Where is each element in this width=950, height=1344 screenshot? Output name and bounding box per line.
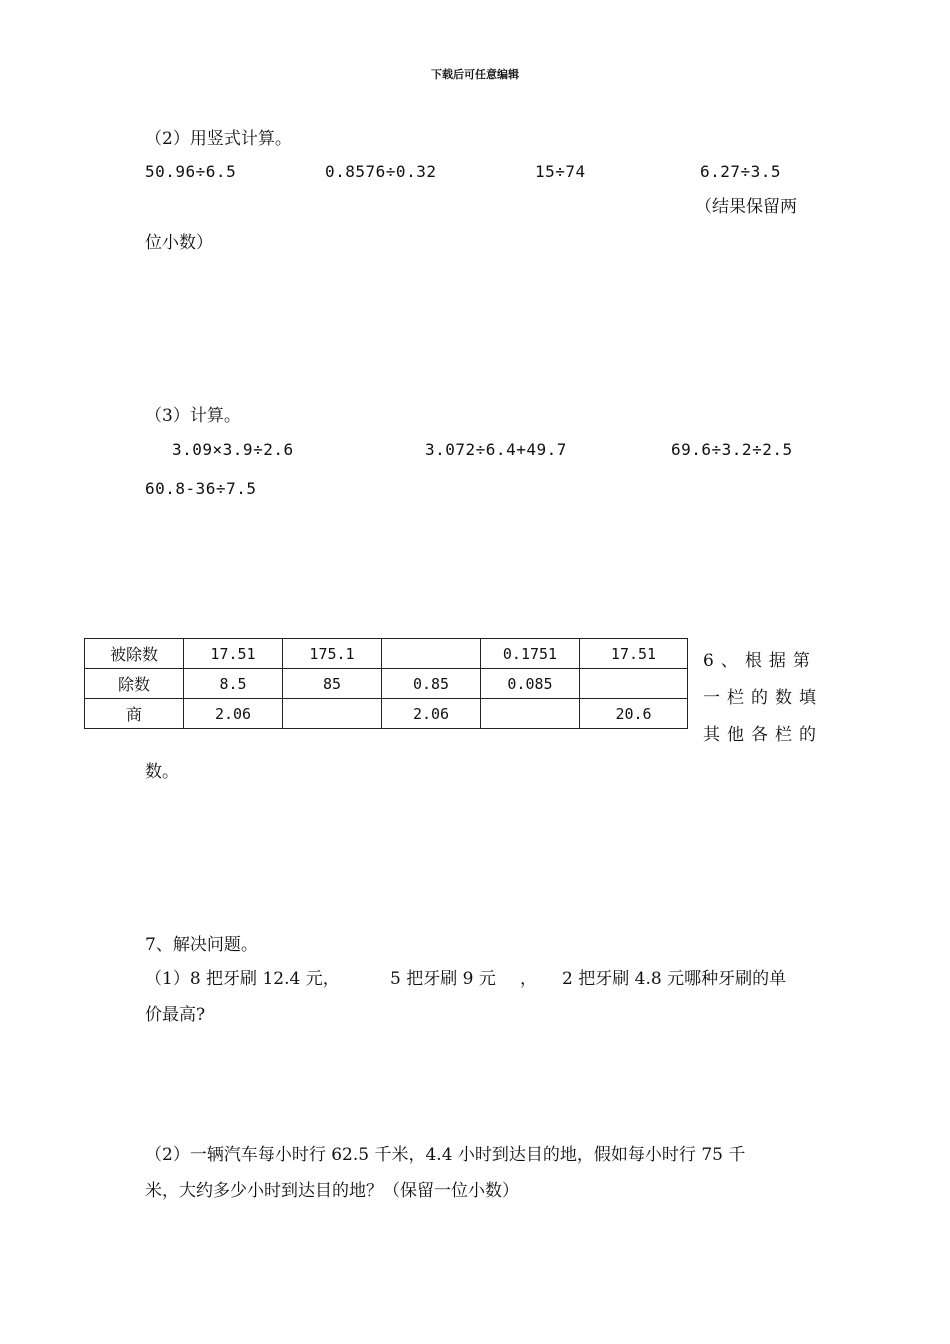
table-cell	[580, 669, 688, 699]
q7-p2-line1: （2）一辆汽车每小时行 62.5 千米，4.4 小时到达目的地，假如每小时行 75 千	[145, 1145, 746, 1165]
q6-text-line3: 其他各栏的	[703, 725, 823, 745]
table-cell: 2.06	[382, 699, 481, 729]
table-cell: 0.085	[481, 669, 580, 699]
q7-title: 7、解决问题。	[145, 935, 258, 955]
table-cell: 2.06	[184, 699, 283, 729]
table-cell	[382, 639, 481, 669]
table-cell: 除数	[85, 669, 184, 699]
q2-title: （2）用竖式计算。	[145, 129, 292, 149]
q6-text-line2: 一栏的数填	[703, 688, 823, 708]
q2-item-4: 6.27÷3.5	[700, 162, 782, 181]
q2-note-line1: （结果保留两	[695, 197, 797, 217]
table-cell: 17.51	[184, 639, 283, 669]
table-cell: 17.51	[580, 639, 688, 669]
q7-p2-line2: 米，大约多少小时到达目的地？（保留一位小数）	[145, 1181, 519, 1201]
page-header: 下载后可任意编辑	[431, 68, 519, 81]
q3-title: （3）计算。	[145, 406, 241, 426]
q3-item-3: 69.6÷3.2÷2.5	[671, 440, 793, 459]
division-table	[84, 638, 688, 729]
q7-p1-line1-d: 2 把牙刷 4.8 元哪种牙刷的单	[562, 969, 787, 989]
q3-item-4: 60.8-36÷7.5	[145, 479, 257, 498]
table-cell: 85	[283, 669, 382, 699]
table-cell	[283, 699, 382, 729]
table-cell: 商	[85, 699, 184, 729]
table-cell: 被除数	[85, 639, 184, 669]
q7-p1-line1-b: 5 把牙刷 9 元	[390, 969, 496, 989]
q6-text-line4: 数。	[145, 762, 179, 782]
table-row	[85, 639, 688, 669]
table-cell: 20.6	[580, 699, 688, 729]
q2-item-3: 15÷74	[535, 162, 586, 181]
q3-item-1: 3.09×3.9÷2.6	[172, 440, 294, 459]
table-cell: 0.85	[382, 669, 481, 699]
q3-item-2: 3.072÷6.4+49.7	[425, 440, 567, 459]
q6-text-line1: 6、根据第	[703, 651, 817, 671]
table-cell: 0.1751	[481, 639, 580, 669]
table-cell: 8.5	[184, 669, 283, 699]
q2-note-line2: 位小数）	[145, 233, 213, 253]
q7-p1-line1-c: ，	[520, 969, 537, 989]
q7-p1-line1-a: （1）8 把牙刷 12.4 元，	[145, 969, 340, 989]
q2-item-1: 50.96÷6.5	[145, 162, 237, 181]
table-cell	[481, 699, 580, 729]
table-cell: 175.1	[283, 639, 382, 669]
q7-p1-line2: 价最高?	[145, 1005, 206, 1025]
table-row	[85, 699, 688, 729]
table-row	[85, 669, 688, 699]
q2-item-2: 0.8576÷0.32	[325, 162, 437, 181]
